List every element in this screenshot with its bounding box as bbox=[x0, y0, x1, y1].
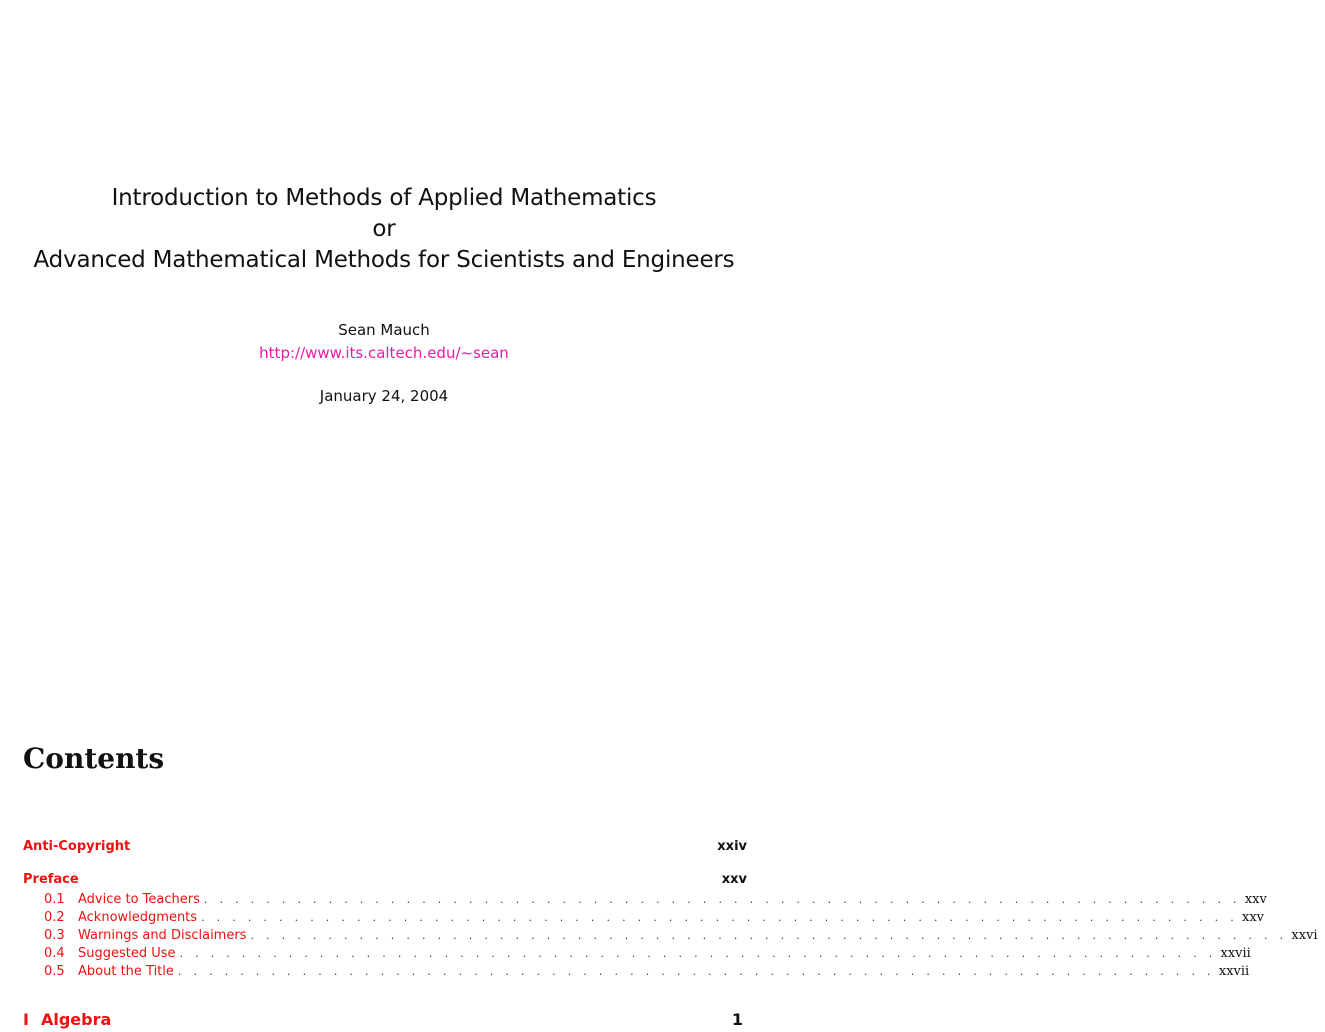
contents-heading: Contents bbox=[23, 742, 165, 775]
toc-section-page: xxv bbox=[1242, 910, 1265, 925]
toc-section-0-4[interactable] bbox=[23, 945, 1251, 963]
document-date: January 24, 2004 bbox=[319, 387, 449, 405]
toc-section-number[interactable]: 0.1 bbox=[44, 892, 65, 907]
toc-section-page: xxvii bbox=[1218, 964, 1250, 979]
toc-part-label[interactable]: Algebra bbox=[40, 1010, 112, 1029]
toc-chapter-page: xxiv bbox=[717, 839, 747, 854]
toc-chapter-preface[interactable] bbox=[23, 869, 755, 891]
toc-part-page: 1 bbox=[731, 1010, 743, 1029]
toc-section-0-2[interactable] bbox=[23, 909, 1265, 927]
author-block bbox=[0, 319, 768, 365]
toc-section-page: xxvi bbox=[1291, 928, 1318, 943]
title-line-1: Introduction to Methods of Applied Mathematics bbox=[111, 185, 657, 211]
author-name: Sean Mauch bbox=[338, 321, 430, 339]
toc-section-number[interactable]: 0.4 bbox=[44, 946, 65, 961]
toc-section-0-1[interactable] bbox=[23, 891, 1267, 909]
toc-section-title[interactable]: Suggested Use bbox=[78, 946, 176, 961]
toc-section-title[interactable]: Warnings and Disclaimers bbox=[78, 928, 247, 943]
toc-section-title[interactable]: Acknowledgments bbox=[78, 910, 198, 925]
document-title bbox=[0, 183, 768, 276]
toc-section-0-3[interactable] bbox=[23, 927, 1318, 945]
title-line-or: or bbox=[372, 216, 396, 242]
toc-section-number[interactable]: 0.5 bbox=[44, 964, 65, 979]
toc-part-algebra[interactable] bbox=[23, 1008, 755, 1032]
toc-part-number[interactable]: I bbox=[23, 1010, 29, 1029]
toc-leader-dots: . . . . . . . . . . . . . . . . . . . . . . . . . . . . . . . . . . . . . . . . . . . . . . . . . . . . . . . . . . . . . . . . . . . bbox=[203, 893, 1241, 906]
toc-leader-dots: . . . . . . . . . . . . . . . . . . . . . . . . . . . . . . . . . . . . . . . . . . . . . . . . . . . . . . . . . . . . . . . . . . . bbox=[201, 911, 1239, 924]
toc-section-page: xxvii bbox=[1220, 946, 1251, 961]
table-of-contents bbox=[23, 836, 1318, 981]
toc-leader-dots: . . . . . . . . . . . . . . . . . . . . . . . . . . . . . . . . . . . . . . . . . . . . . . . . . . . . . . . . . . . . . . . . . . . bbox=[177, 965, 1215, 978]
toc-chapter-title[interactable]: Preface bbox=[23, 872, 79, 887]
toc-section-0-5[interactable] bbox=[23, 963, 1250, 981]
toc-section-title[interactable]: About the Title bbox=[78, 964, 174, 979]
toc-section-title[interactable]: Advice to Teachers bbox=[78, 892, 200, 907]
toc-chapter-title[interactable]: Anti-Copyright bbox=[23, 839, 131, 854]
toc-leader-dots: . . . . . . . . . . . . . . . . . . . . . . . . . . . . . . . . . . . . . . . . . . . . . . . . . . . . . . . . . . . . . . . . . . . bbox=[250, 929, 1288, 942]
toc-section-page: xxv bbox=[1244, 892, 1267, 907]
toc-section-number[interactable]: 0.2 bbox=[44, 910, 65, 925]
toc-part-title[interactable] bbox=[23, 1008, 111, 1032]
toc-leader-dots: . . . . . . . . . . . . . . . . . . . . . . . . . . . . . . . . . . . . . . . . . . . . . . . . . . . . . . . . . . . . . . . . . . . bbox=[179, 947, 1217, 960]
author-url-link[interactable]: http://www.its.caltech.edu/~sean bbox=[259, 344, 509, 362]
toc-chapter-page: xxv bbox=[721, 872, 747, 887]
toc-section-number[interactable]: 0.3 bbox=[44, 928, 65, 943]
title-line-2: Advanced Mathematical Methods for Scientists and Engineers bbox=[33, 247, 735, 273]
toc-chapter-anti-copyright[interactable] bbox=[23, 836, 755, 858]
